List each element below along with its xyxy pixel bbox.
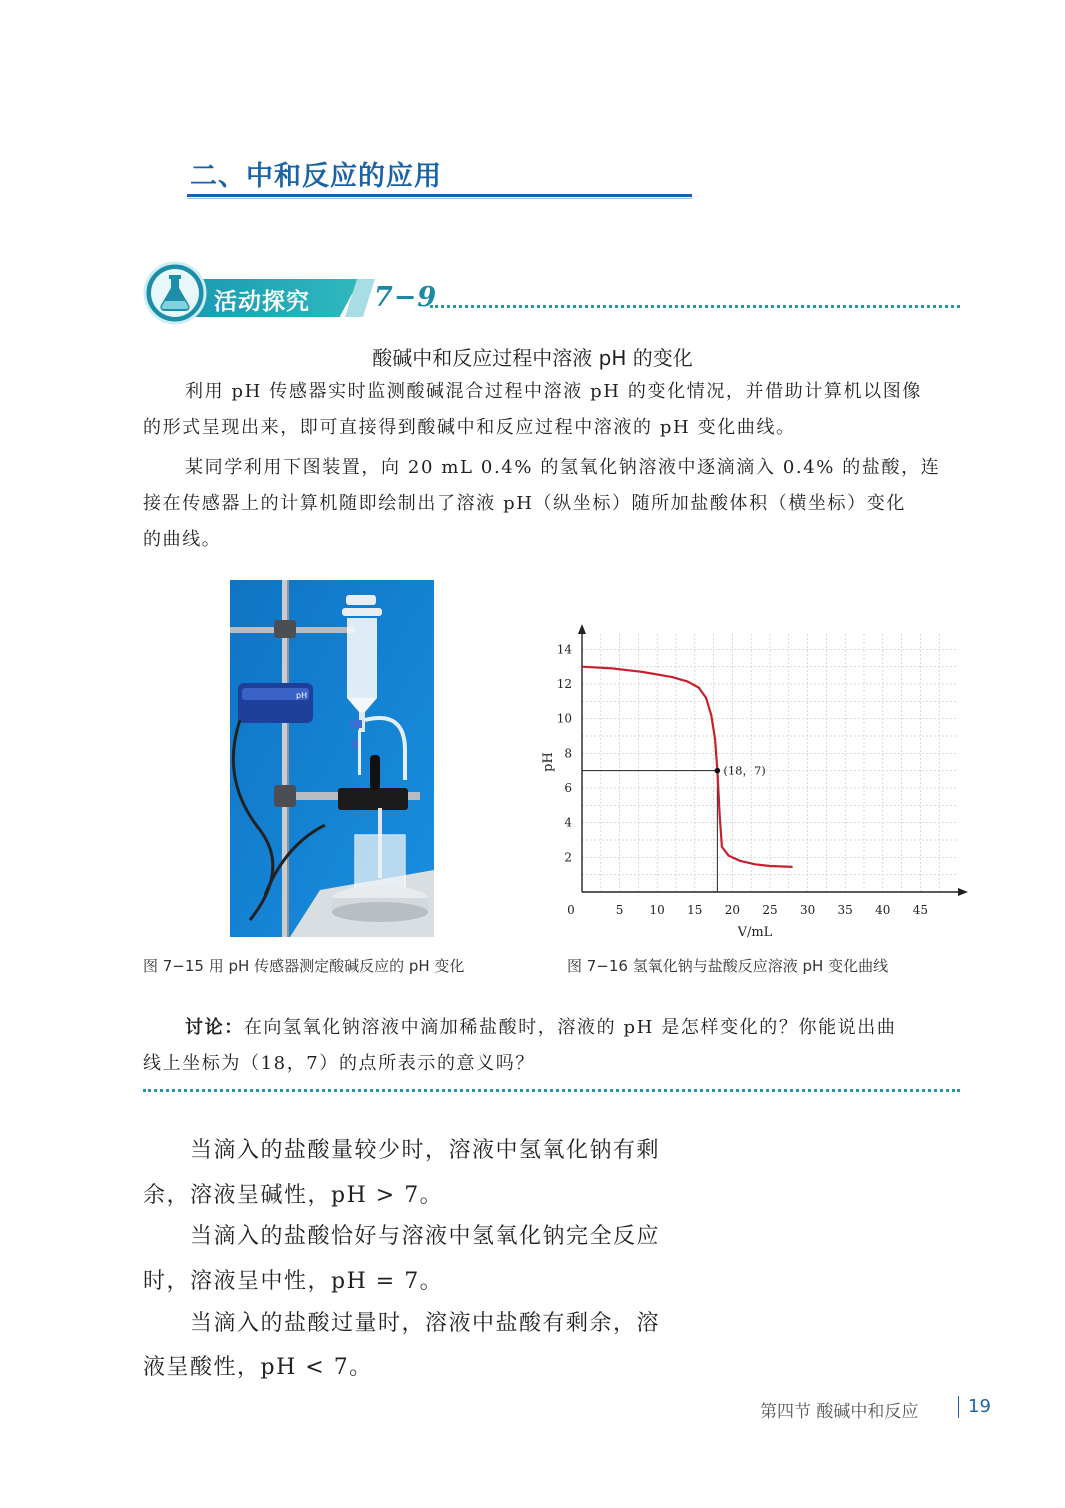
body-line: 当滴入的盐酸恰好与溶液中氢氧化钠完全反应 (190, 1224, 661, 1249)
x-tick-label: 30 (799, 903, 816, 917)
x-tick-label: 35 (837, 903, 853, 917)
footer-separator (958, 1396, 959, 1418)
x-tick-label: 0 (567, 903, 575, 917)
discussion-label: 讨论： (185, 1017, 244, 1038)
y-tick-label: 4 (564, 815, 572, 830)
x-tick-label: 25 (762, 903, 778, 917)
section-underline-thin (187, 198, 692, 199)
footer-section-title: 第四节 酸碱中和反应 (760, 1402, 919, 1422)
marked-point (715, 768, 721, 774)
body-line: 时，溶液呈中性，pH = 7。 (143, 1269, 444, 1294)
x-tick-label: 40 (875, 903, 891, 917)
sensor-ph-label: pH (296, 691, 308, 700)
x-axis-arrow (958, 888, 968, 896)
y-tick-label: 2 (564, 850, 572, 865)
body-line: 当滴入的盐酸过量时，溶液中盐酸有剩余，溶 (190, 1311, 661, 1336)
apparatus-photo (230, 580, 434, 937)
activity-label: 活动探究 (214, 289, 310, 315)
figure-caption-right: 图 7−16 氢氧化钠与盐酸反应溶液 pH 变化曲线 (567, 957, 889, 975)
activity-number: 7−9 (374, 282, 438, 313)
paragraph-line: 接在传感器上的计算机随即绘制出了溶液 pH（纵坐标）随所加盐酸体积（横坐标）变化 (143, 493, 906, 514)
ph-curve-chart (540, 620, 970, 950)
discussion-line (185, 1010, 896, 1046)
x-tick-label: 20 (724, 903, 741, 917)
paragraph-line: 利用 pH 传感器实时监测酸碱混合过程中溶液 pH 的变化情况，并借助计算机以图像 (185, 381, 922, 402)
body-line: 余，溶液呈碱性，pH > 7。 (143, 1183, 444, 1208)
body-line: 液呈酸性，pH < 7。 (143, 1355, 373, 1380)
paragraph-line: 某同学利用下图装置，向 20 mL 0.4% 的氢氧化钠溶液中逐滴滴入 0.4% 的盐酸，连 (185, 457, 941, 478)
y-axis-arrow (578, 624, 586, 634)
x-tick-labels (567, 903, 928, 917)
y-tick-label: 12 (556, 677, 572, 691)
paragraph-line: 的形式呈现出来，即可直接得到酸碱中和反应过程中溶液的 pH 变化曲线。 (143, 417, 796, 438)
paragraph-line: 的曲线。 (143, 529, 222, 550)
y-tick-label: 10 (556, 711, 572, 726)
y-tick-label: 6 (564, 781, 572, 795)
figure-caption-left: 图 7−15 用 pH 传感器测定酸碱反应的 pH 变化 (143, 957, 465, 975)
page-number: 19 (968, 1396, 991, 1417)
discussion-line: 线上坐标为（18，7）的点所表示的意义吗？ (143, 1053, 535, 1074)
x-axis-label: V/mL (737, 925, 773, 940)
chart-axes (578, 624, 968, 896)
x-tick-label: 5 (615, 903, 624, 917)
y-tick-label: 14 (556, 642, 572, 657)
y-axis-label: pH (541, 752, 556, 772)
activity-subtitle: 酸碱中和反应过程中溶液 pH 的变化 (372, 346, 693, 370)
section-underline (187, 194, 692, 197)
discussion-text: 在向氢氧化钠溶液中滴加稀盐酸时，溶液的 pH 是怎样变化的？你能说出曲 (243, 1017, 897, 1038)
point-guides (582, 771, 717, 892)
activity-dotted-rule (430, 305, 960, 308)
y-tick-label: 8 (564, 746, 572, 761)
section-title: 二、中和反应的应用 (190, 161, 442, 192)
x-tick-label: 10 (649, 903, 665, 917)
x-tick-label: 15 (687, 903, 703, 917)
x-tick-label: 45 (912, 903, 929, 917)
body-line: 当滴入的盐酸量较少时，溶液中氢氧化钠有剩 (190, 1138, 661, 1163)
y-tick-labels (557, 642, 573, 864)
point-annotation: (18，7) (723, 763, 766, 778)
flask-icon (143, 261, 207, 325)
discussion-dotted-rule (143, 1089, 960, 1092)
